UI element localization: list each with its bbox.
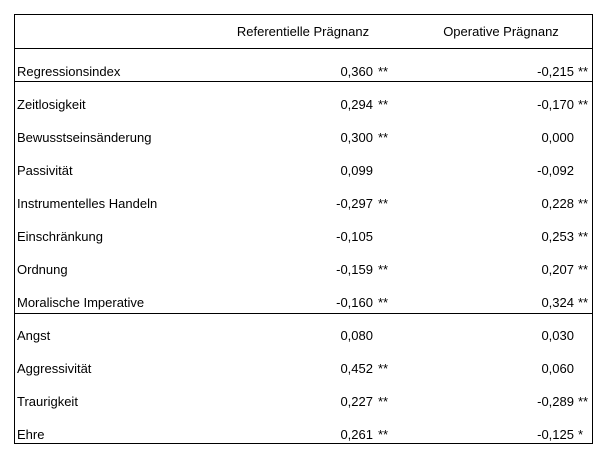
op-value: 0,207 [541, 262, 574, 277]
ref-value: 0,360 [340, 64, 373, 79]
op-value: 0,030 [541, 328, 574, 343]
op-value: -0,125 [537, 427, 574, 442]
row-label: Aggressivität [17, 361, 92, 376]
op-significance: ** [578, 229, 589, 244]
row-label: Angst [17, 328, 51, 343]
op-value: 0,253 [541, 229, 574, 244]
row-label: Bewusstseinsänderung [17, 130, 152, 145]
op-value: 0,324 [541, 295, 574, 310]
table-row [15, 352, 592, 385]
correlation-table [14, 14, 593, 444]
op-value: -0,170 [537, 97, 574, 112]
ref-significance: ** [378, 361, 389, 376]
rule-header [15, 48, 592, 49]
table-row [15, 319, 592, 352]
ref-value: -0,160 [336, 295, 373, 310]
op-significance: ** [578, 262, 589, 277]
row-label: Zeitlosigkeit [17, 97, 86, 112]
op-value: -0,215 [537, 64, 574, 79]
ref-significance: ** [378, 64, 389, 79]
ref-significance: ** [378, 427, 389, 442]
row-label: Einschränkung [17, 229, 103, 244]
op-value: -0,092 [537, 163, 574, 178]
ref-significance: ** [378, 130, 389, 145]
ref-value: -0,105 [336, 229, 373, 244]
header-row [15, 15, 592, 48]
table-row [15, 385, 592, 418]
op-significance: ** [578, 64, 589, 79]
ref-value: 0,227 [340, 394, 373, 409]
ref-significance: ** [378, 262, 389, 277]
table-row [15, 121, 592, 154]
table-row [15, 220, 592, 253]
op-value: 0,060 [541, 361, 574, 376]
row-label: Ehre [17, 427, 45, 442]
op-value: 0,228 [541, 196, 574, 211]
ref-value: 0,452 [340, 361, 373, 376]
op-significance: ** [578, 97, 589, 112]
table-row [15, 187, 592, 220]
table-row [15, 286, 592, 319]
header-referential: Referentielle Prägnanz [236, 24, 370, 39]
op-value: 0,000 [541, 130, 574, 145]
row-label: Passivität [17, 163, 73, 178]
ref-significance: ** [378, 394, 389, 409]
ref-value: -0,297 [336, 196, 373, 211]
ref-value: 0,261 [340, 427, 373, 442]
op-value: -0,289 [537, 394, 574, 409]
op-significance: ** [578, 196, 589, 211]
table-row [15, 55, 592, 88]
op-significance: * [578, 427, 584, 442]
op-significance: ** [578, 394, 589, 409]
row-label: Regressionsindex [17, 64, 121, 79]
op-significance: ** [578, 295, 589, 310]
ref-significance: ** [378, 295, 389, 310]
ref-value: 0,099 [340, 163, 373, 178]
table-row [15, 253, 592, 286]
ref-value: 0,300 [340, 130, 373, 145]
row-label: Instrumentelles Handeln [17, 196, 158, 211]
row-label: Ordnung [17, 262, 68, 277]
header-operative: Operative Prägnanz [443, 24, 559, 39]
table-row [15, 418, 592, 451]
ref-significance: ** [378, 196, 389, 211]
rule-group-1 [15, 81, 592, 82]
ref-significance: ** [378, 97, 389, 112]
rule-group-2 [15, 313, 592, 314]
ref-value: -0,159 [336, 262, 373, 277]
ref-value: 0,294 [340, 97, 373, 112]
ref-value: 0,080 [340, 328, 373, 343]
row-label: Moralische Imperative [17, 295, 145, 310]
table-row [15, 154, 592, 187]
table-row [15, 88, 592, 121]
row-label: Traurigkeit [17, 394, 78, 409]
